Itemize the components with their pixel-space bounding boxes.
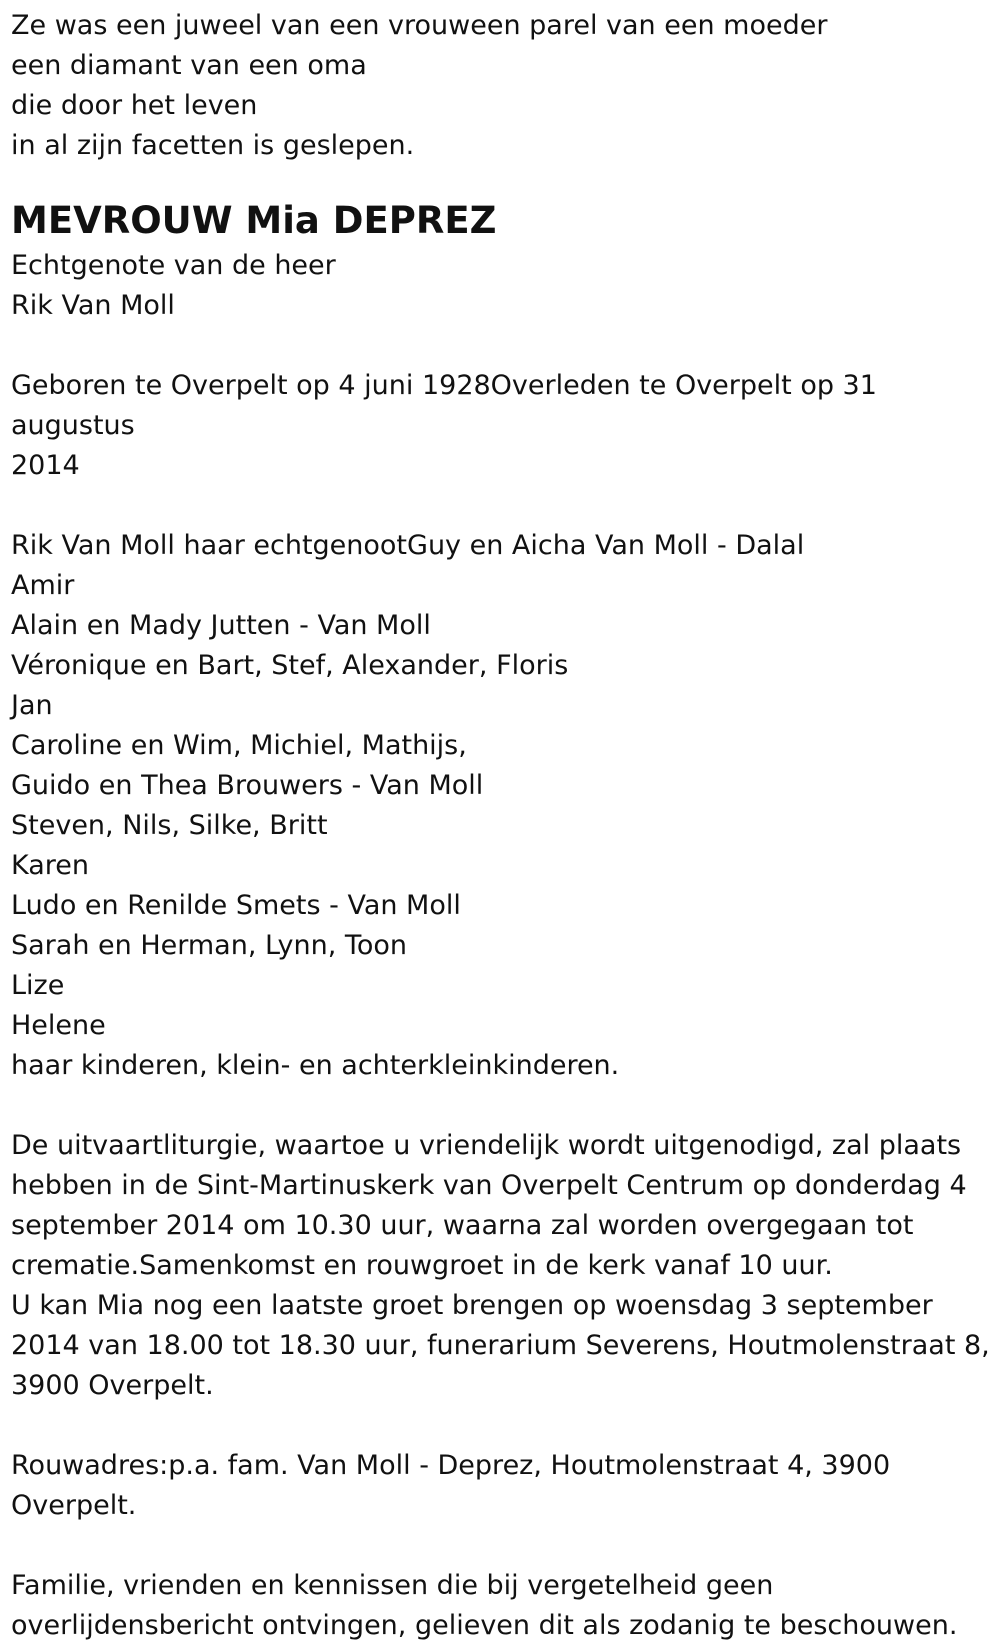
poem-line: in al zijn facetten is geslepen. bbox=[11, 130, 415, 161]
ceremony-line: hebben in de Sint-Martinuskerk van Overpelt Centrum op donderdag 4 bbox=[11, 1170, 967, 1201]
address-line: Overpelt. bbox=[11, 1490, 137, 1521]
spacer bbox=[11, 166, 990, 196]
dates-section bbox=[11, 366, 990, 486]
family-line: Karen bbox=[11, 850, 90, 881]
deceased-name: MEVROUW Mia DEPREZ bbox=[11, 199, 497, 242]
notice-line: Familie, vrienden en kennissen die bij vergetelheid geen bbox=[11, 1570, 774, 1601]
family-line: Véronique en Bart, Stef, Alexander, Floris bbox=[11, 650, 569, 681]
spacer bbox=[11, 326, 990, 366]
ceremony-section bbox=[11, 1126, 990, 1406]
spacer bbox=[11, 1526, 990, 1566]
family-line: Lize bbox=[11, 970, 65, 1001]
family-line: Caroline en Wim, Michiel, Mathijs, bbox=[11, 730, 467, 761]
address-section bbox=[11, 1446, 990, 1526]
family-section bbox=[11, 526, 990, 1086]
family-line: Jan bbox=[11, 690, 53, 721]
poem-line: die door het leven bbox=[11, 90, 258, 121]
ceremony-line: De uitvaartliturgie, waartoe u vriendelijk wordt uitgenodigd, zal plaats bbox=[11, 1130, 962, 1161]
ceremony-line: U kan Mia nog een laatste groet brengen op woensdag 3 september bbox=[11, 1290, 933, 1321]
family-line: haar kinderen, klein- en achterkleinkinderen. bbox=[11, 1050, 620, 1081]
spouse-section bbox=[11, 246, 990, 326]
family-line: Alain en Mady Jutten - Van Moll bbox=[11, 610, 431, 641]
family-line: Helene bbox=[11, 1010, 106, 1041]
spacer bbox=[11, 1086, 990, 1126]
spacer bbox=[11, 486, 990, 526]
ceremony-line: crematie.Samenkomst en rouwgroet in de kerk vanaf 10 uur. bbox=[11, 1250, 833, 1281]
ceremony-line: 3900 Overpelt. bbox=[11, 1370, 214, 1401]
family-line: Ludo en Renilde Smets - Van Moll bbox=[11, 890, 461, 921]
dates-line: Geboren te Overpelt op 4 juni 1928Overleden te Overpelt op 31 augustus bbox=[11, 370, 886, 441]
family-line: Rik Van Moll haar echtgenootGuy en Aicha Van Moll - Dalal bbox=[11, 530, 805, 561]
ceremony-line: september 2014 om 10.30 uur, waarna zal worden overgegaan tot bbox=[11, 1210, 914, 1241]
family-line: Steven, Nils, Silke, Britt bbox=[11, 810, 328, 841]
family-line: Guido en Thea Brouwers - Van Moll bbox=[11, 770, 484, 801]
poem-line: een diamant van een oma bbox=[11, 50, 367, 81]
family-line: Amir bbox=[11, 570, 75, 601]
spouse-line: Rik Van Moll bbox=[11, 290, 175, 321]
ceremony-line: 2014 van 18.00 tot 18.30 uur, funerarium Severens, Houtmolenstraat 8, bbox=[11, 1330, 990, 1361]
poem-line: Ze was een juweel van een vrouween parel van een moeder bbox=[11, 10, 828, 41]
poem-section bbox=[11, 6, 990, 166]
family-line: Sarah en Herman, Lynn, Toon bbox=[11, 930, 407, 961]
notice-section bbox=[11, 1566, 990, 1646]
spacer bbox=[11, 1406, 990, 1446]
spouse-line: Echtgenote van de heer bbox=[11, 250, 336, 281]
dates-line: 2014 bbox=[11, 450, 80, 481]
notice-line: overlijdensbericht ontvingen, gelieven dit als zodanig te beschouwen. bbox=[11, 1610, 958, 1641]
address-line: Rouwadres:p.a. fam. Van Moll - Deprez, Houtmolenstraat 4, 3900 bbox=[11, 1450, 891, 1481]
